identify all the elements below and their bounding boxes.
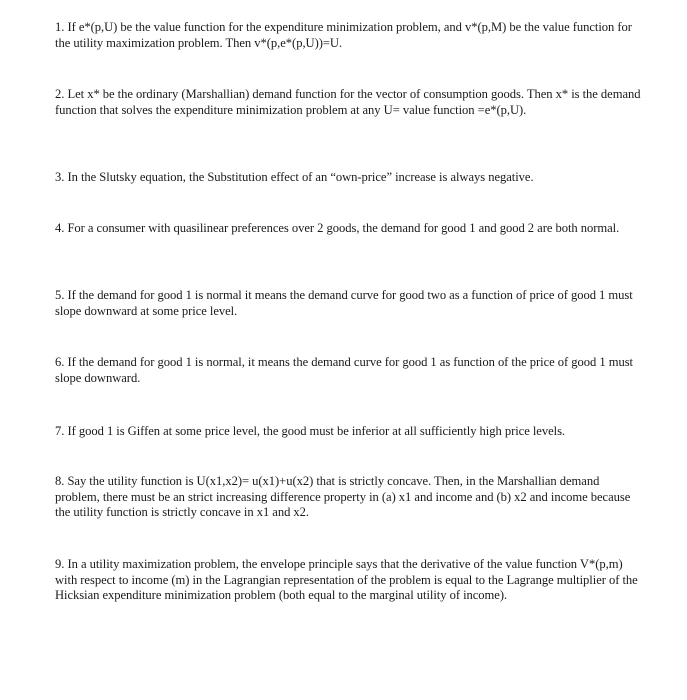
question-1 [55,20,645,51]
question-9 [55,557,645,604]
question-number: 2. [55,87,65,101]
question-number: 8. [55,474,65,488]
question-number: 4. [55,221,65,235]
question-8 [55,474,645,521]
question-3 [55,170,645,186]
question-number: 9. [55,557,65,571]
question-7 [55,424,645,440]
question-2 [55,87,645,118]
question-text: Say the utility function is U(x1,x2)= u(x1)+u(x2) that is strictly concave. Then, in the Marshallian demand problem, there must be an strict increasing difference property in (a) x1 and income and (b) x2 and income because the utility function is strictly concave in x1 and x2. [55,474,631,519]
question-text: If the demand for good 1 is normal it means the demand curve for good two as a function of price of good 1 must slope downward at some price level. [55,288,633,318]
question-text: Let x* be the ordinary (Marshallian) demand function for the vector of consumption goods. Then x* is the demand function that solves the expenditure minimization problem at any U= value function =e*(p,U). [55,87,641,117]
question-text: In a utility maximization problem, the envelope principle says that the derivative of the value function V*(p,m) with respect to income (m) in the Lagrangian representation of the problem is equal to the Lagrange multiplier of the Hicksian expenditure minimization problem (both equal to the marginal utility of income). [55,557,638,602]
question-number: 7. [55,424,65,438]
question-text: For a consumer with quasilinear preferences over 2 goods, the demand for good 1 and good 2 are both normal. [67,221,620,235]
question-number: 3. [55,170,65,184]
question-4 [55,221,645,237]
question-text: In the Slutsky equation, the Substitution effect of an “own-price” increase is always negative. [67,170,534,184]
question-5 [55,288,645,319]
question-text: If the demand for good 1 is normal, it means the demand curve for good 1 as function of the price of good 1 must slope downward. [55,355,633,385]
question-6 [55,355,645,386]
question-text: If good 1 is Giffen at some price level, the good must be inferior at all sufficiently high price levels. [67,424,566,438]
question-text: If e*(p,U) be the value function for the expenditure minimization problem, and v*(p,M) be the value function for the utility maximization problem. Then v*(p,e*(p,U))=U. [55,20,632,50]
question-number: 1. [55,20,65,34]
question-number: 5. [55,288,65,302]
question-number: 6. [55,355,65,369]
